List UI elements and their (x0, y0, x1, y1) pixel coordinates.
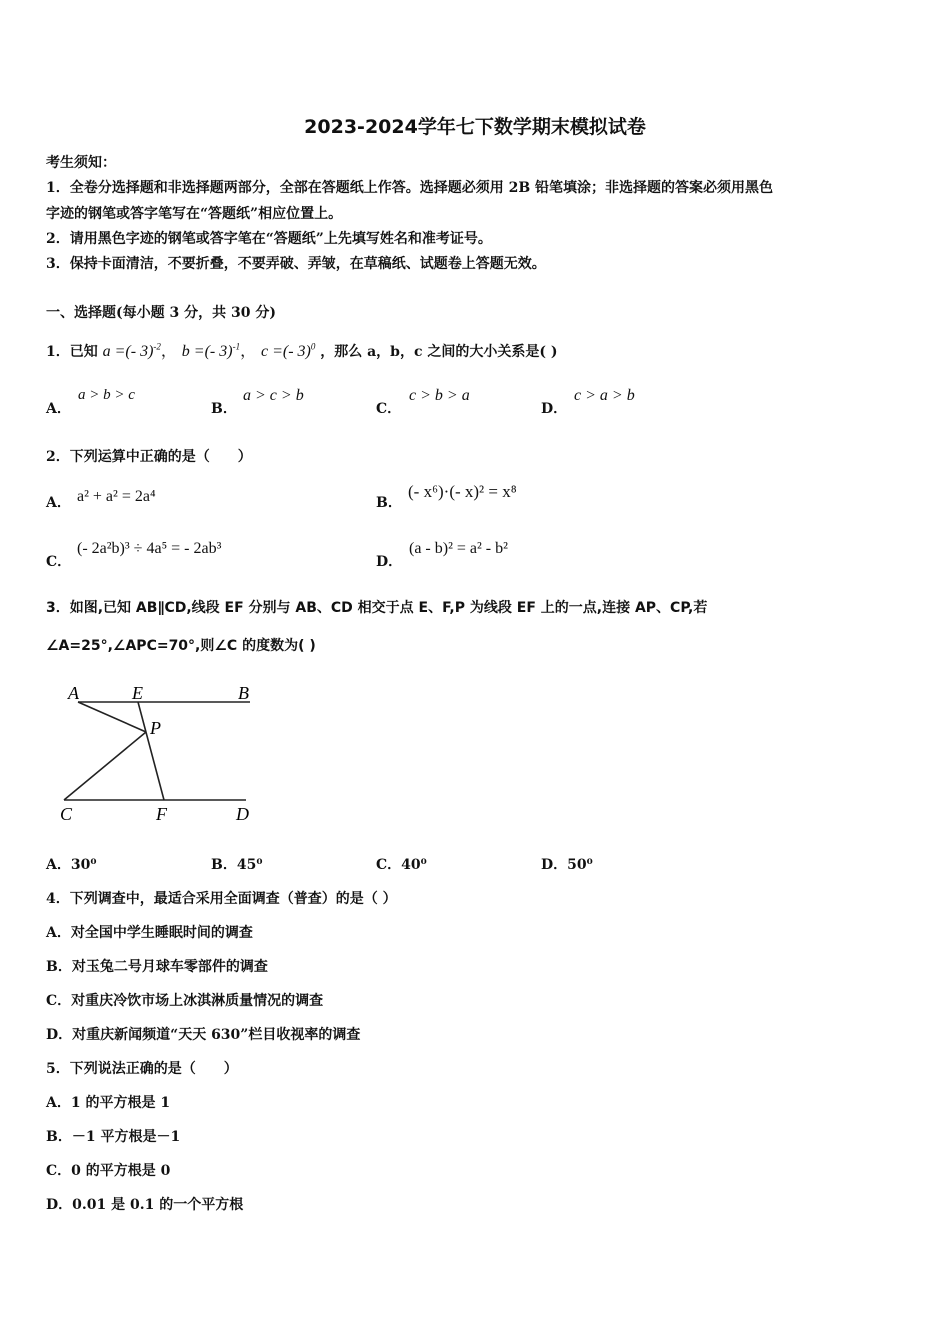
question-5-stem: 5．下列说法正确的是（ ） (46, 1061, 238, 1077)
q2-option-b-label: B． (376, 495, 402, 511)
q2-option-c: (- 2a²b)³ ÷ 4a⁵ = - 2ab³ (77, 540, 222, 557)
q2-option-b: (- x⁶)·(- x)² = x⁸ (408, 482, 517, 501)
point-a-label: A (68, 683, 79, 703)
page-title: 2023-2024学年七下数学期末模拟试卷 (304, 116, 646, 138)
question-1-stem: 1．已知 a =(- 3)$^{-2}$， b =(- 3)$^{-1}$， c =(- 3)$^0$ ，那么 a，b，c 之间的大小关系是( ) (46, 341, 558, 360)
q1-option-c: c > b > a (409, 387, 470, 404)
q4-option-b: B．对玉兔二号月球车零部件的调查 (46, 959, 268, 975)
point-f-label: F (156, 804, 167, 824)
q1-option-a: a > b > c (78, 387, 135, 403)
q4-option-a: A．对全国中学生睡眠时间的调查 (46, 925, 253, 941)
q3-option-d: D．50⁰ (541, 857, 593, 873)
question-3-stem-2: ∠A=25°,∠APC=70°,则∠C 的度数为( ) (46, 638, 316, 654)
section-heading: 一、选择题(每小题 3 分，共 30 分) (46, 305, 276, 321)
q1-option-b: a > c > b (243, 387, 304, 404)
q3-option-b: B．45⁰ (211, 857, 263, 873)
question-2-stem: 2．下列运算中正确的是（ ） (46, 449, 252, 465)
segment-ap (78, 702, 146, 732)
q1-option-a-label: A． (46, 401, 71, 417)
point-p-label: P (150, 718, 161, 738)
q5-option-d: D．0.01 是 0.1 的一个平方根 (46, 1197, 244, 1213)
q3-option-c: C．40⁰ (376, 857, 427, 873)
q2-option-d-label: D． (376, 554, 403, 570)
q1-suffix: ，那么 a，b，c 之间的大小关系是( ) (320, 344, 558, 360)
segment-ef (138, 702, 164, 800)
notice-line-3: 3．保持卡面清洁，不要折叠，不要弄破、弄皱，在草稿纸、试题卷上答题无效。 (46, 256, 546, 272)
q1-option-d-label: D． (541, 401, 568, 417)
q1-option-d: c > a > b (574, 387, 635, 404)
q1-c-expr: c =(- 3)$^0$ (260, 341, 316, 360)
notice-line-2: 2．请用黑色字迹的钢笔或答字笔在“答题纸”上先填写姓名和准考证号。 (46, 231, 492, 247)
point-c-label: C (60, 804, 73, 824)
question-4-stem: 4．下列调查中，最适合采用全面调查（普查）的是（ ） (46, 891, 397, 907)
q4-option-c: C．对重庆冷饮市场上冰淇淋质量情况的调查 (46, 993, 324, 1009)
q2-option-a: a² + a² = 2a⁴ (77, 488, 156, 505)
segment-cp (64, 732, 146, 800)
q3-option-a: A．30⁰ (46, 857, 97, 873)
notice-line-1a: 1．全卷分选择题和非选择题两部分，全部在答题纸上作答。选择题必须用 2B 铅笔填涂；非选择题的答案必须用黑色 (46, 180, 774, 196)
q2-option-c-label: C． (46, 554, 72, 570)
q5-option-b: B．－1 平方根是－1 (46, 1129, 181, 1145)
q2-option-a-label: A． (46, 495, 71, 511)
q5-option-a: A．1 的平方根是 1 (46, 1095, 171, 1111)
q1-a-expr: a =(- 3)$^{-2}$ (102, 341, 161, 360)
q1-option-c-label: C． (376, 401, 402, 417)
point-d-label: D (236, 804, 249, 824)
point-e-label: E (132, 683, 143, 703)
q4-option-d: D．对重庆新闻频道“天天 630”栏目收视率的调查 (46, 1027, 361, 1043)
question-3-stem-1: 3．如图,已知 AB∥CD,线段 EF 分别与 AB、CD 相交于点 E、F,P 为线段 EF 上的一点,连接 AP、CP,若 (46, 600, 708, 616)
point-b-label: B (238, 683, 249, 703)
geometry-figure (56, 680, 266, 830)
notice-line-1b: 字迹的钢笔或答字笔写在“答题纸”相应位置上。 (46, 206, 343, 222)
q1-b-expr: b =(- 3)$^{-1}$ (181, 341, 241, 360)
q2-option-d: (a - b)² = a² - b² (409, 540, 508, 557)
q5-option-c: C．0 的平方根是 0 (46, 1163, 171, 1179)
q1-prefix: 1．已知 (46, 344, 98, 360)
notice-heading: 考生须知： (46, 155, 116, 171)
q1-option-b-label: B． (211, 401, 237, 417)
